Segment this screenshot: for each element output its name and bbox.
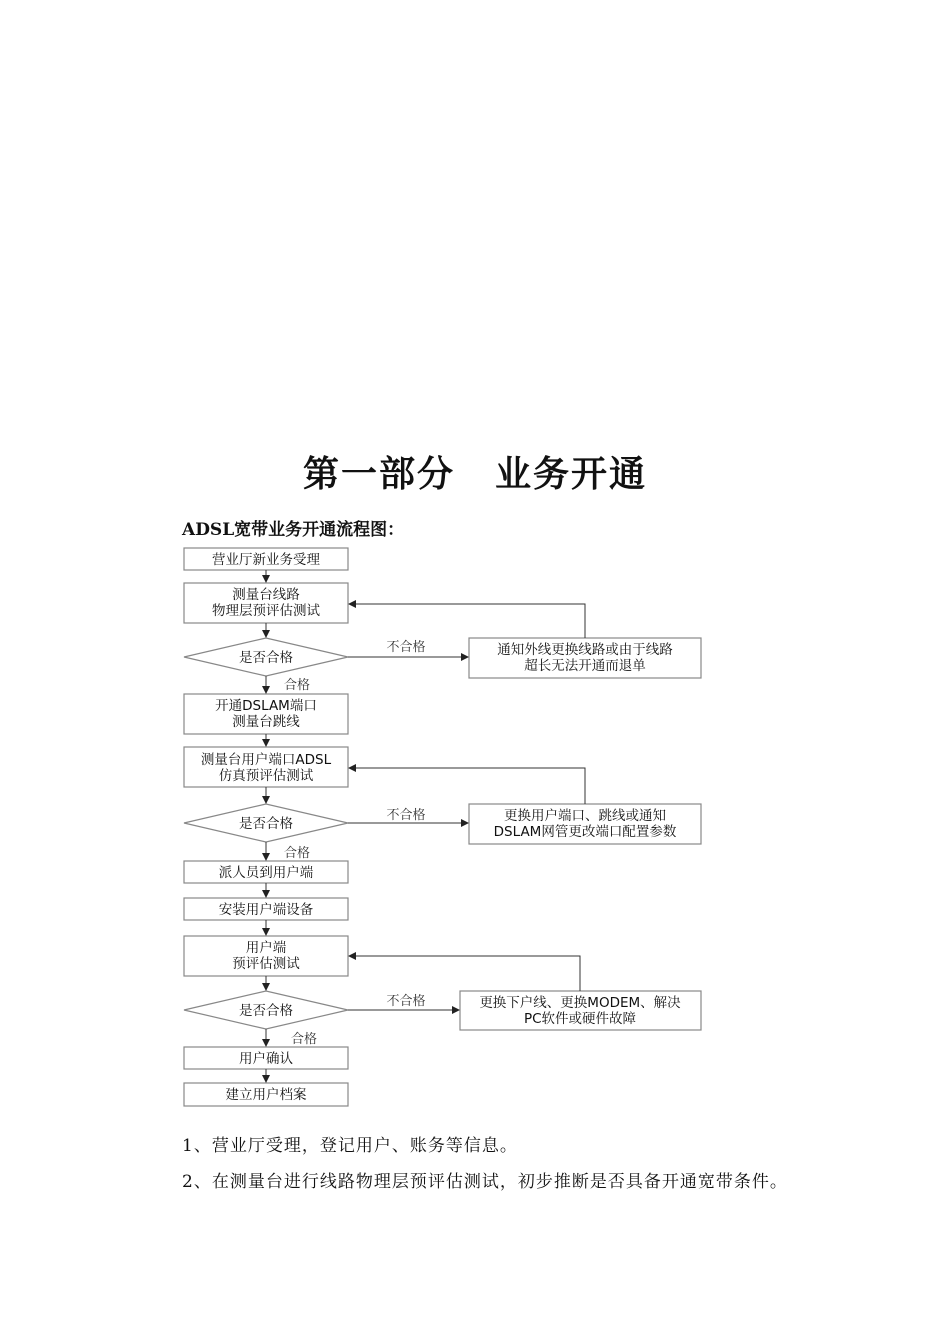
step-dslam-box <box>184 694 348 734</box>
check-2-label: 是否合格 <box>239 816 293 832</box>
check-1-diamond <box>184 638 348 676</box>
step-archive-label: 建立用户档案 <box>225 1087 307 1103</box>
flowchart-caption: ADSL宽带业务开通流程图： <box>182 520 405 540</box>
step-install-box <box>184 898 348 920</box>
step-adsl-test-label-2: 仿真预评估测试 <box>218 768 314 784</box>
step-install-label: 安装用户端设备 <box>218 902 314 918</box>
check-3-diamond <box>184 991 348 1029</box>
fail-1-label: 不合格 <box>386 640 426 655</box>
step-line-test-box <box>184 583 348 623</box>
step-accept-box <box>184 548 348 570</box>
remedy-1-label-2: 超长无法开通而退单 <box>524 658 646 674</box>
check-3-label: 是否合格 <box>239 1003 293 1019</box>
step-line-test-label-1: 测量台线路 <box>232 587 300 603</box>
fail-3-label: 不合格 <box>386 994 426 1009</box>
step-dispatch-label: 派人员到用户端 <box>218 865 314 881</box>
title-part2: 业务开通 <box>495 453 648 495</box>
step-user-test-label-2: 预评估测试 <box>232 956 300 972</box>
remedy-3-label-1: 更换下户线、更换MODEM、解决 <box>479 995 681 1011</box>
remedy-2-label-1: 更换用户端口、跳线或通知 <box>504 808 666 824</box>
remedy-1-box <box>469 638 701 678</box>
step-archive-box <box>184 1083 348 1106</box>
paragraph-2: 2、在测量台进行线路物理层预评估测试，初步推断是否具备开通宽带条件。 <box>182 1172 788 1192</box>
loop-back-1 <box>349 604 585 638</box>
step-confirm-label: 用户确认 <box>239 1051 293 1067</box>
step-confirm-box <box>184 1047 348 1069</box>
remedy-1-label-1: 通知外线更换线路或由于线路 <box>497 642 673 658</box>
step-user-test-box <box>184 936 348 976</box>
remedy-2-box <box>469 804 701 844</box>
step-adsl-test-box <box>184 747 348 787</box>
check-1-label: 是否合格 <box>239 650 293 666</box>
step-line-test-label-2: 物理层预评估测试 <box>212 603 320 619</box>
pass-3-label: 合格 <box>290 1032 318 1047</box>
fail-2-label: 不合格 <box>386 808 426 823</box>
step-adsl-test-label-1: 测量台用户端口ADSL <box>200 752 332 768</box>
step-dispatch-box <box>184 861 348 883</box>
step-user-test-label-1: 用户端 <box>245 940 287 956</box>
title-part1: 第一部分 <box>302 453 455 495</box>
step-dslam-label-1: 开通DSLAM端口 <box>215 698 317 714</box>
loop-back-3 <box>349 956 580 991</box>
pass-1-label: 合格 <box>283 678 311 693</box>
check-2-diamond <box>184 804 348 842</box>
remedy-3-label-2: PC软件或硬件故障 <box>523 1011 637 1027</box>
loop-back-2 <box>349 768 585 804</box>
remedy-3-box <box>460 991 701 1030</box>
step-accept-label: 营业厅新业务受理 <box>212 552 320 568</box>
paragraph-1: 1、营业厅受理，登记用户、账务等信息。 <box>182 1136 518 1156</box>
step-dslam-label-2: 测量台跳线 <box>232 714 300 730</box>
pass-2-label: 合格 <box>283 846 311 861</box>
remedy-2-label-2: DSLAM网管更改端口配置参数 <box>493 824 677 840</box>
